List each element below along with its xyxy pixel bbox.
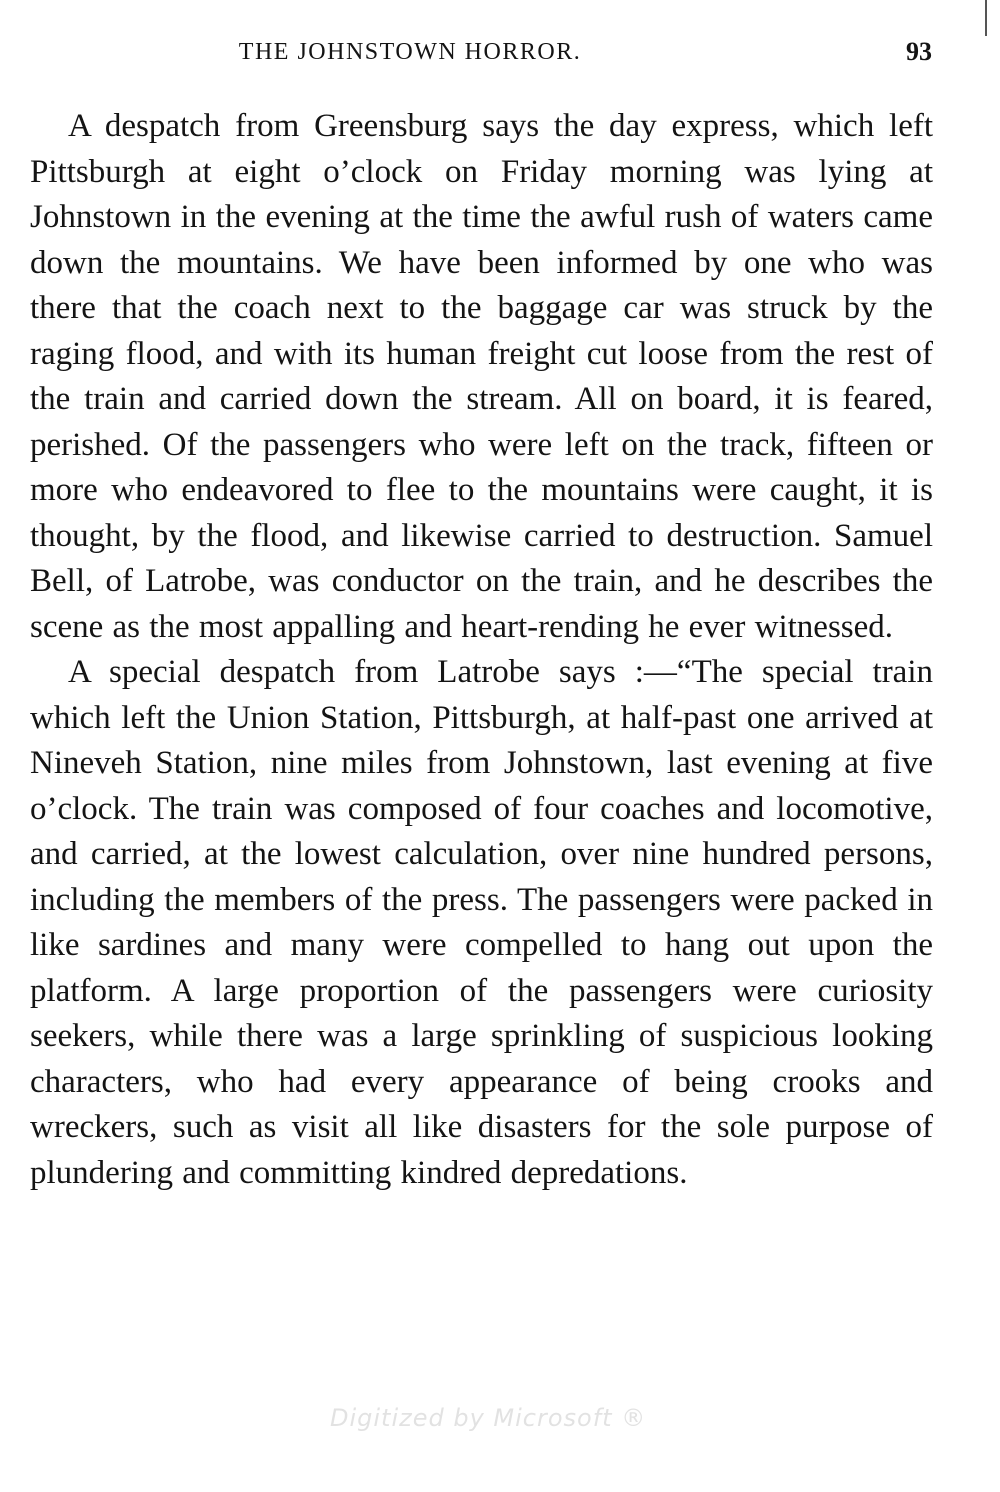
paragraph-latrobe-despatch: A special despatch from Latrobe says :—“The special train which left the Union Station, Pittsburgh, at half-past one arrived at Nineveh Station, nine miles from Johnstown, last evening at five o’clock. The train was composed of four coaches and locomotive, and carried, at the lowest calculation, over nine hundred persons, including the members of the press. The passengers were packed in like sardines and many were compelled to hang out upon the platform. A large proportion of the passengers were curiosity seekers, while there was a large sprinkling of suspicious looking characters, who had every appearance of being crooks and wreckers, such as visit all like disasters for the sole purpose of plundering and committing kindred depredations. [30,654,933,1191]
running-title: THE JOHNSTOWN HORROR. [238,39,582,65]
page-edge-mark [985,0,987,36]
body-text [30,104,933,1196]
page-number: 93 [906,37,932,66]
running-head [30,36,930,76]
digitization-watermark: Digitized by Microsoft ® [330,1404,647,1432]
paragraph-greensburg-despatch: A despatch from Greensburg says the day express, which left Pittsburgh at eight o’clock on Friday morning was lying at Johnstown in the evening at the time the awful rush of waters came down the mountains. We have been informed by one who was there that the coach next to the baggage car was struck by the raging flood, and with its human freight cut loose from the rest of the train and carried down the stream. All on board, it is feared, perished. Of the passengers who were left on the track, fifteen or more who endeavored to flee to the mountains were caught, it is thought, by the flood, and likewise carried to destruction. Samuel Bell, of Latrobe, was conductor on the train, and he describes the scene as the most appalling and heart-rending he ever witnessed. [30,108,933,645]
